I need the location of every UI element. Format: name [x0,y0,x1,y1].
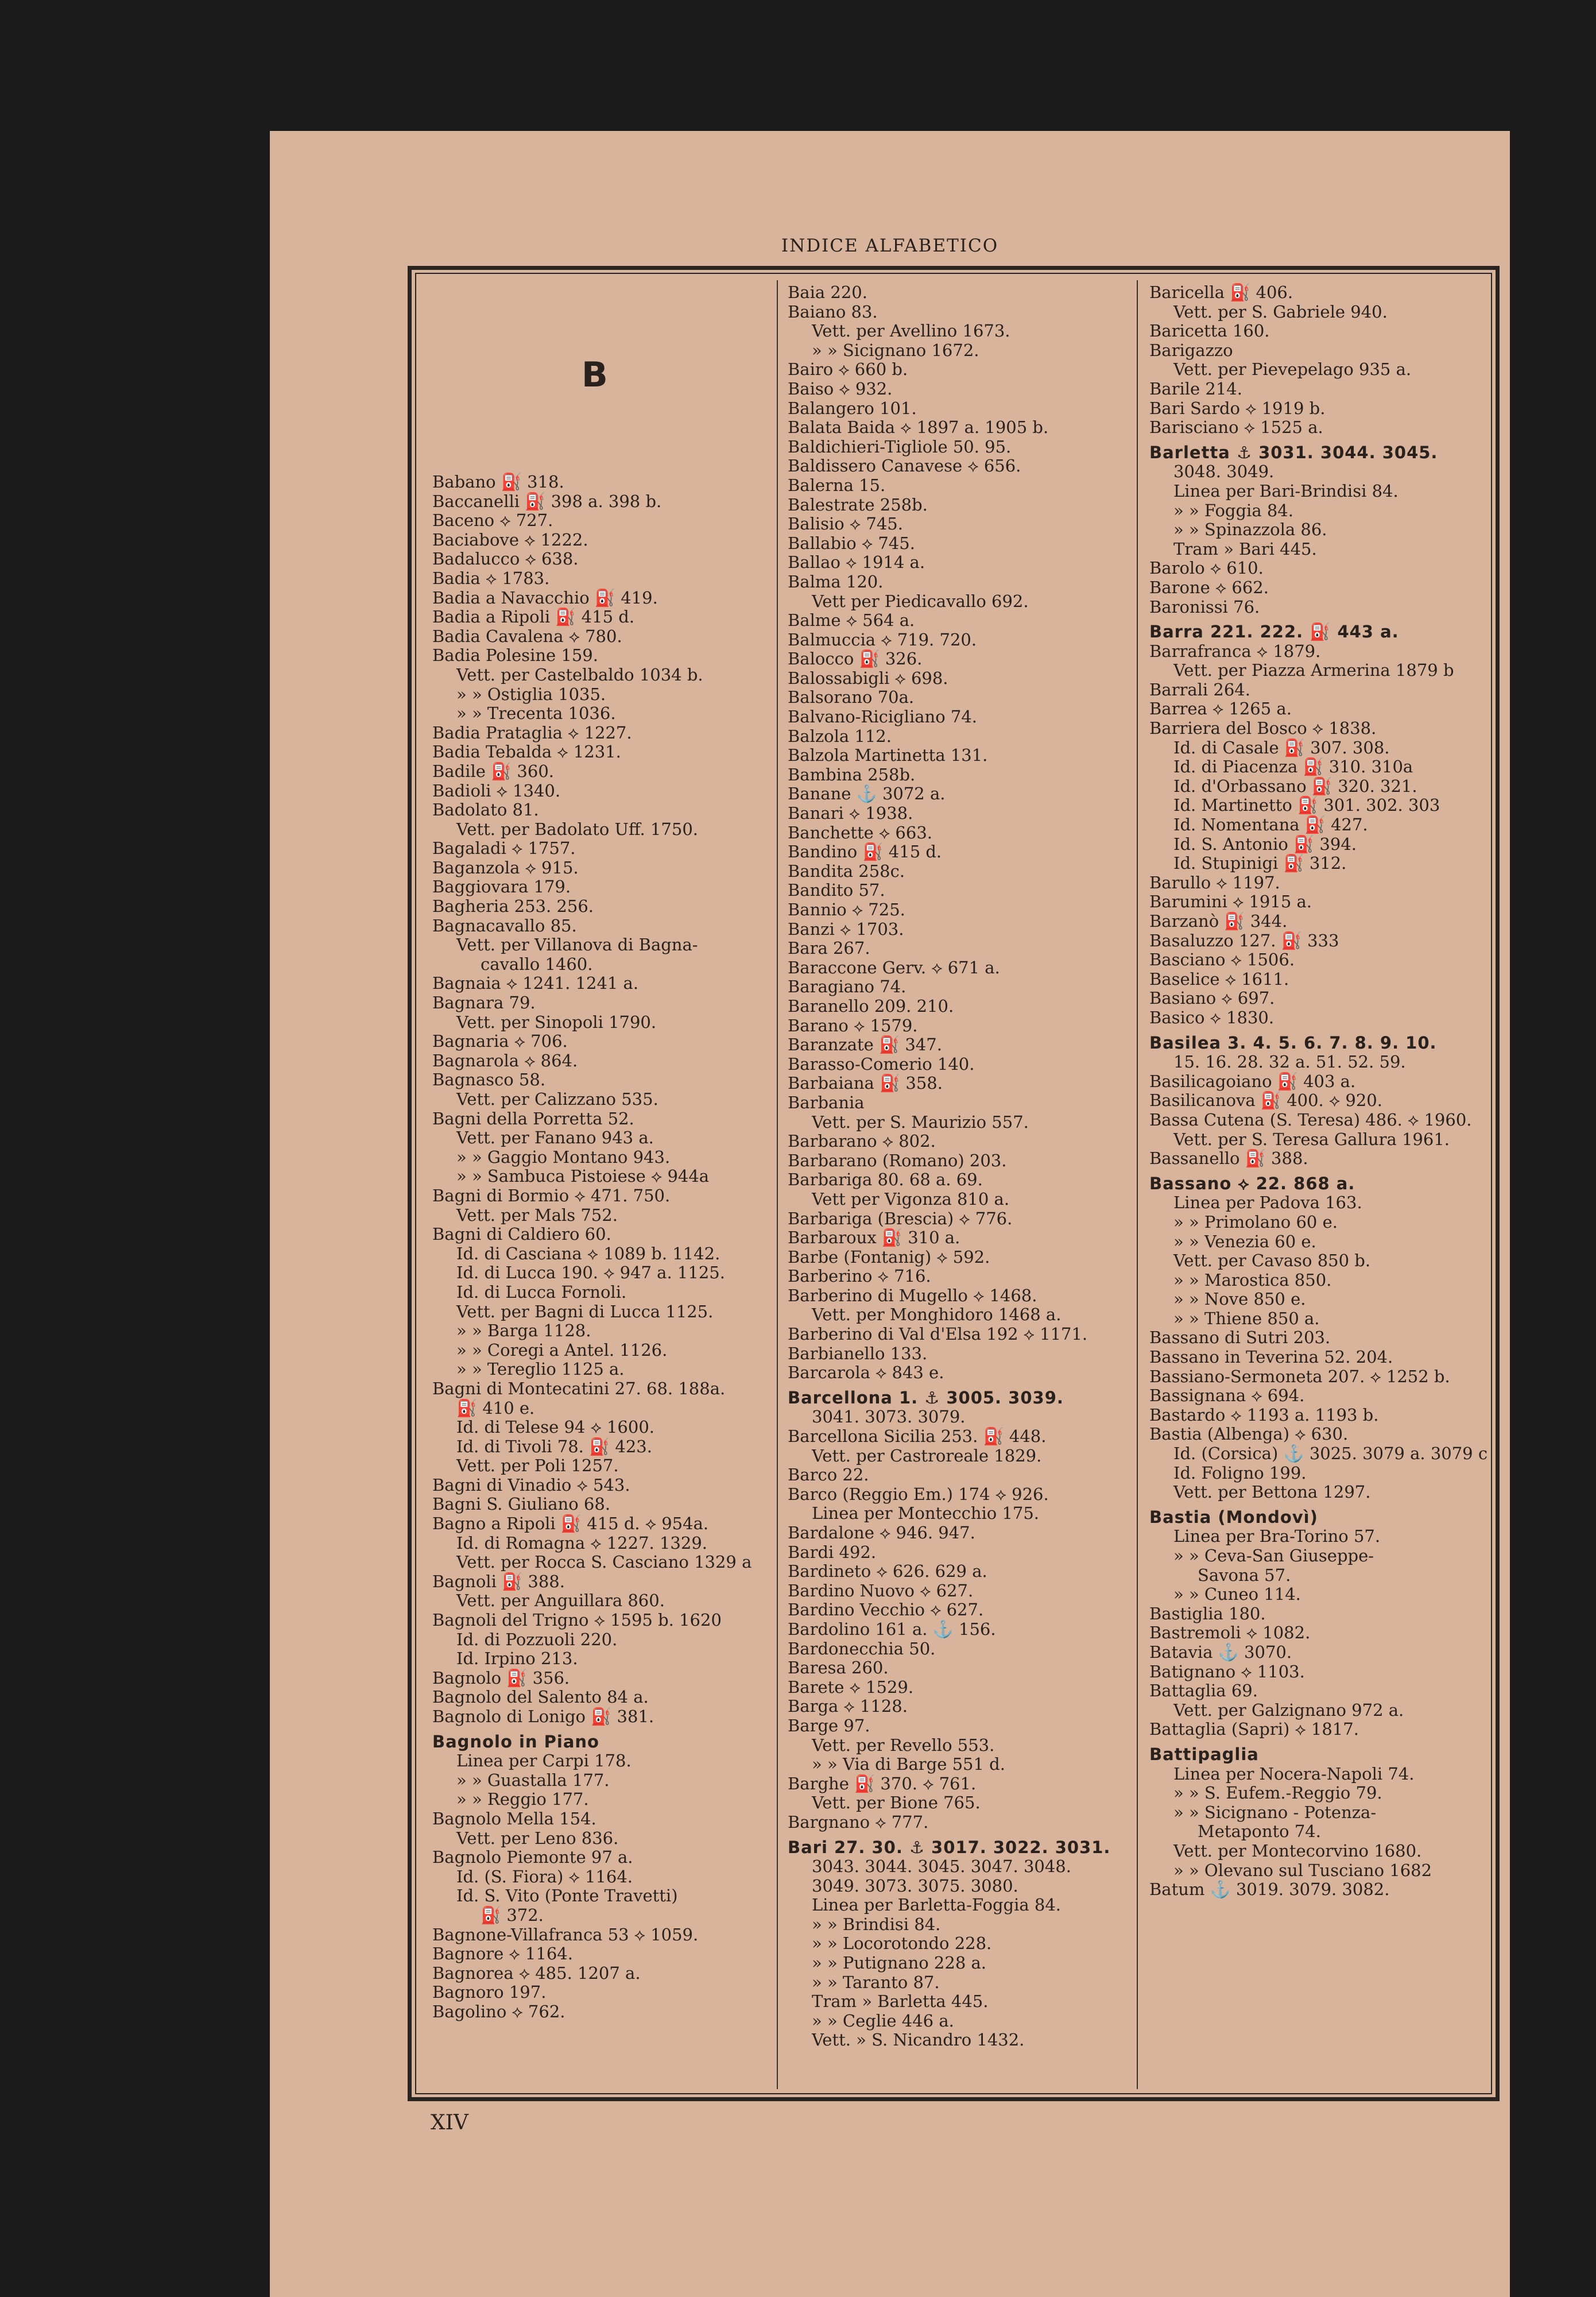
index-entry: Baldichieri-Tigliole 50. 95. [788,437,1012,457]
index-entry: Vett. per Castroreale 1829. [812,1446,1042,1465]
index-entry: Basaluzzo 127. ⛽ 333 [1149,931,1339,950]
index-entry: Barbarano ⟡ 802. [788,1132,936,1151]
index-entry: Bagnorea ⟡ 485. 1207 a. [432,1963,641,1983]
index-entry: Bagni di Montecatini 27. 68. 188a. [432,1379,726,1398]
index-entry: Bara 267. [788,939,870,958]
index-entry: Vett. per Avellino 1673. [812,322,1010,341]
index-entry: Bassano di Sutri 203. [1149,1328,1331,1348]
index-entry: Vett. per Rocca S. Casciano 1329 a [456,1553,752,1572]
index-entry: Linea per Padova 163. [1173,1193,1362,1213]
index-entry: Bagnolo ⛽ 356. [432,1668,570,1688]
index-entry: » » Barga 1128. [456,1321,591,1341]
index-entry: » » Marostica 850. [1173,1270,1332,1290]
index-entry: Vett. per Anguillara 860. [456,1591,665,1611]
index-entry: Bassignana ⟡ 694. [1149,1386,1305,1406]
index-entry: Ballao ⟡ 1914 a. [788,553,925,573]
index-entry: Vett. per Villanova di Bagna- [456,935,698,955]
index-entry: 3041. 3073. 3079. [812,1407,966,1427]
index-entry: Vett. per Pievepelago 935 a. [1173,360,1412,380]
index-entry: Ballabio ⟡ 745. [788,533,915,553]
index-entry: Id. Martinetto ⛽ 301. 302. 303 [1173,796,1440,815]
index-entry: Baganzola ⟡ 915. [432,858,579,877]
index-entry: » » Nove 850 e. [1173,1290,1306,1309]
index-entry: Bagnolo del Salento 84 a. [432,1688,649,1707]
index-entry: Baricella ⛽ 406. [1149,283,1293,302]
index-entry: Bambina 258b. [788,765,916,784]
index-entry: Vett. per Sinopoli 1790. [456,1012,657,1032]
page-number: XIV [431,2111,468,2134]
index-entry: Bassa Cutena (S. Teresa) 486. ⟡ 1960. [1149,1110,1472,1130]
index-entry: Bardineto ⟡ 626. 629 a. [788,1562,987,1581]
index-entry: Barletta ⚓ 3031. 3044. 3045. [1149,443,1438,462]
index-entry: Barigazzo [1149,341,1233,360]
index-entry: Barcarola ⟡ 843 e. [788,1363,944,1383]
index-entry: Baccanelli ⛽ 398 a. 398 b. [432,492,662,511]
index-entry: Bastremoli ⟡ 1082. [1149,1623,1311,1643]
index-entry: Tram » Bari 445. [1173,539,1317,559]
index-entry: Id. (S. Fiora) ⟡ 1164. [456,1867,633,1886]
index-entry: Battaglia 69. [1149,1681,1258,1701]
index-entry: Bagnoli ⛽ 388. [432,1572,565,1591]
index-entry: Barga ⟡ 1128. [788,1697,908,1716]
index-entry: Vett. per Badolato Uff. 1750. [456,819,698,839]
column-separator [1137,280,1138,2089]
index-entry: Battipaglia [1149,1745,1259,1764]
index-entry: Linea per Carpi 178. [456,1751,632,1771]
index-entry: Barbaiana ⛽ 358. [788,1074,943,1093]
index-entry: Barumini ⟡ 1915 a. [1149,892,1312,912]
index-entry: Bagolino ⟡ 762. [432,2002,565,2021]
index-entry: Vett. per S. Gabriele 940. [1173,302,1388,322]
index-entry: Bardolino 161 a. ⚓ 156. [788,1619,996,1639]
index-entry: Baggiovara 179. [432,877,571,897]
index-entry: Bagnolo in Piano [432,1732,599,1751]
index-entry: Vett. per Monghidoro 1468 a. [812,1305,1062,1325]
index-entry: Vett. per Fanano 943 a. [456,1128,654,1148]
index-entry: Balata Baida ⟡ 1897 a. 1905 b. [788,418,1049,438]
index-entry: Bardalone ⟡ 946. 947. [788,1523,975,1542]
index-entry: Basiano ⟡ 697. [1149,989,1275,1008]
index-entry: Barberino di Mugello ⟡ 1468. [788,1286,1037,1305]
index-entry: » » Coregi a Antel. 1126. [456,1340,668,1360]
index-entry: Bari 27. 30. ⚓ 3017. 3022. 3031. [788,1838,1111,1857]
index-entry: Vett. per S. Teresa Gallura 1961. [1173,1130,1450,1149]
index-entry: Bassiano-Sermoneta 207. ⟡ 1252 b. [1149,1367,1450,1386]
index-entry: » » Sicignano 1672. [812,341,979,360]
index-entry: Barbe (Fontanig) ⟡ 592. [788,1247,990,1267]
index-entry: Barbianello 133. [788,1344,928,1363]
index-entry: Id. Foligno 199. [1173,1463,1307,1483]
index-entry: Barrali 264. [1149,680,1250,699]
index-entry: Basciano ⟡ 1506. [1149,950,1295,970]
index-entry: Bairo ⟡ 660 b. [788,360,908,380]
index-entry: Banzi ⟡ 1703. [788,919,904,939]
index-entry: Barrea ⟡ 1265 a. [1149,699,1292,719]
index-entry: Bassano in Teverina 52. 204. [1149,1348,1393,1367]
index-entry: Bagnaria ⟡ 706. [432,1032,568,1051]
index-entry: 3048. 3049. [1173,462,1275,482]
index-entry: Barrafranca ⟡ 1879. [1149,641,1321,661]
index-entry: Banchette ⟡ 663. [788,823,933,842]
page-header: INDICE ALFABETICO [781,235,999,256]
index-entry: cavallo 1460. [481,954,593,974]
index-entry: Bassanello ⛽ 388. [1149,1149,1308,1169]
index-entry: » » Gaggio Montano 943. [456,1147,671,1167]
book-page [270,131,1510,2297]
index-entry: Linea per Barletta-Foggia 84. [812,1896,1062,1915]
index-entry: Balocco ⛽ 326. [788,649,923,669]
index-entry: Balzola 112. [788,726,892,746]
index-entry: Batignano ⟡ 1103. [1149,1662,1305,1681]
index-column-1 [432,283,762,2086]
index-entry: Barone ⟡ 662. [1149,578,1269,597]
index-entry: Barcellona 1. ⚓ 3005. 3039. [788,1388,1064,1407]
index-entry: Badia a Ripoli ⛽ 415 d. [432,608,635,627]
index-entry: » » Taranto 87. [812,1973,940,1992]
index-entry: Metaponto 74. [1198,1822,1321,1842]
index-entry: Badia Cavalena ⟡ 780. [432,627,622,646]
index-entry: » » Foggia 84. [1173,501,1293,520]
index-entry: Tram » Barletta 445. [812,1992,989,2012]
index-entry: Banane ⚓ 3072 a. [788,784,946,804]
index-entry: Balzola Martinetta 131. [788,746,988,765]
index-entry: Bardino Vecchio ⟡ 627. [788,1600,984,1620]
index-entry: Battaglia (Sapri) ⟡ 1817. [1149,1720,1359,1739]
index-entry: Id. d'Orbassano ⛽ 320. 321. [1173,776,1417,796]
index-entry: » » Olevano sul Tusciano 1682 [1173,1861,1432,1880]
index-entry: » » Reggio 177. [456,1790,589,1809]
index-entry: Bagheria 253. 256. [432,897,594,917]
index-entry: Id. S. Antonio ⛽ 394. [1173,834,1357,854]
index-entry: Bagni S. Giuliano 68. [432,1495,611,1514]
index-entry: Bandita 258c. [788,861,905,881]
index-entry: Id. di Lucca Fornoli. [456,1282,627,1302]
index-entry: Vett. per Leno 836. [456,1828,619,1848]
index-entry: Bardino Nuovo ⟡ 627. [788,1581,974,1600]
index-entry: Id. S. Vito (Ponte Travetti) [456,1886,678,1906]
index-entry: Bagni della Porretta 52. [432,1109,634,1128]
index-entry: Barge 97. [788,1716,870,1735]
index-entry: Id. di Piacenza ⛽ 310. 310a [1173,757,1413,777]
index-entry: Balestrate 258b. [788,495,928,515]
index-entry: Bagnolo di Lonigo ⛽ 381. [432,1707,654,1726]
index-entry: 3043. 3044. 3045. 3047. 3048. [812,1857,1071,1877]
index-column-3 [1149,283,1488,2086]
index-entry: Bastia (Mondovì) [1149,1507,1318,1527]
section-letter: B [582,355,608,395]
index-entry: Bassano ⟡ 22. 868 a. [1149,1174,1355,1193]
index-entry: Baceno ⟡ 727. [432,511,553,531]
index-entry: Bardi 492. [788,1542,877,1562]
index-entry: Balerna 15. [788,475,886,495]
index-entry: Barasso-Comerio 140. [788,1054,975,1074]
index-entry: Baldissero Canavese ⟡ 656. [788,457,1021,476]
index-entry: Baselice ⟡ 1611. [1149,969,1289,989]
index-entry: Bandito 57. [788,881,885,900]
index-entry: Vett per Piedicavallo 692. [812,591,1029,611]
index-entry: Barisciano ⟡ 1525 a. [1149,418,1323,438]
index-entry: Vett. per Revello 553. [812,1735,995,1755]
index-entry: Vett. per Piazza Armerina 1879 b [1173,661,1454,680]
index-entry: » » Via di Barge 551 d. [812,1755,1005,1774]
index-entry: » » Ceglie 446 a. [812,2011,954,2031]
index-entry: Banari ⟡ 1938. [788,804,913,823]
index-entry: Barbariga (Brescia) ⟡ 776. [788,1209,1013,1228]
index-entry: Vett. » S. Nicandro 1432. [812,2031,1025,2050]
index-entry: Id. di Lucca 190. ⟡ 947 a. 1125. [456,1263,725,1283]
index-entry: Id. di Romagna ⟡ 1227. 1329. [456,1533,707,1553]
index-entry: Baiso ⟡ 932. [788,379,893,399]
index-entry: Balma 120. [788,572,884,591]
index-entry: Barbaroux ⛽ 310 a. [788,1228,960,1248]
index-entry: Barcellona Sicilia 253. ⛽ 448. [788,1427,1047,1447]
index-entry: Vett. per Cavaso 850 b. [1173,1251,1371,1271]
index-entry: » » Primolano 60 e. [1173,1212,1338,1232]
index-entry: Bastiglia 180. [1149,1604,1266,1623]
index-entry: Badia Polesine 159. [432,646,598,666]
index-entry: » » Locorotondo 228. [812,1934,992,1954]
index-entry: Bagnolo Mella 154. [432,1809,596,1828]
index-entry: Vett. per Bione 765. [812,1793,981,1813]
index-entry: Barile 214. [1149,379,1242,399]
index-entry: » » Spinazzola 86. [1173,520,1327,540]
index-entry: Bardonecchia 50. [788,1639,936,1658]
index-entry: Bagnoli del Trigno ⟡ 1595 b. 1620 [432,1611,722,1630]
index-entry: Badia ⟡ 1783. [432,569,550,588]
index-entry: Bagnone-Villafranca 53 ⟡ 1059. [432,1925,699,1944]
entries-column-1 [432,473,762,2022]
index-entry: Badioli ⟡ 1340. [432,781,561,801]
index-entry: Bagnara 79. [432,993,536,1013]
index-entry: Id. Stupinigi ⛽ 312. [1173,854,1347,873]
index-entry: Basilea 3. 4. 5. 6. 7. 8. 9. 10. [1149,1033,1437,1053]
index-entry: Babano ⛽ 318. [432,473,564,492]
index-entry: Vett. per Montecorvino 1680. [1173,1841,1422,1861]
index-entry: » » S. Eufem.-Reggio 79. [1173,1784,1382,1803]
index-entry: Linea per Montecchio 175. [812,1504,1040,1523]
index-entry: Bagnoro 197. [432,1983,547,2002]
index-entry: » » Cuneo 114. [1173,1585,1301,1604]
index-entry: Barghe ⛽ 370. ⟡ 761. [788,1774,977,1793]
index-entry: Vett. per Bagni di Lucca 1125. [456,1302,714,1321]
index-entry: Badalucco ⟡ 638. [432,550,579,569]
index-entry: Barzanò ⛽ 344. [1149,912,1288,931]
index-entry: » » Trecenta 1036. [456,704,616,724]
index-entry: » » Brindisi 84. [812,1915,941,1934]
index-entry: Baciabove ⟡ 1222. [432,530,588,550]
index-entry: Id. (Corsica) ⚓ 3025. 3079 a. 3079 c [1173,1444,1488,1464]
index-entry: Barbania [788,1093,865,1112]
index-entry: Id. di Pozzuoli 220. [456,1630,618,1649]
column-separator [777,280,778,2089]
index-entry: 3049. 3073. 3075. 3080. [812,1876,1018,1896]
index-entry: Id. Nomentana ⛽ 427. [1173,815,1368,835]
index-entry: Barra 221. 222. ⛽ 443 a. [1149,622,1399,642]
index-entry: Barco (Reggio Em.) 174 ⟡ 926. [788,1484,1049,1504]
index-entry: Baraccone Gerv. ⟡ 671 a. [788,958,1000,977]
index-entry: Bastardo ⟡ 1193 a. 1193 b. [1149,1405,1379,1425]
index-entry: » » Sicignano - Potenza- [1173,1803,1377,1822]
index-entry: Baranzate ⛽ 347. [788,1035,942,1055]
index-entry: Balossabigli ⟡ 698. [788,668,948,688]
index-entry: Linea per Bra-Torino 57. [1173,1527,1381,1546]
index-entry: Badia Prataglia ⟡ 1227. [432,723,632,743]
index-entry: Vett per Vigonza 810 a. [812,1189,1010,1209]
index-entry: Id. di Tivoli 78. ⛽ 423. [456,1437,652,1456]
index-entry: Bagaladi ⟡ 1757. [432,839,576,859]
index-entry: Balvano-Ricigliano 74. [788,707,977,727]
index-entry: Bandino ⛽ 415 d. [788,842,942,862]
index-entry: Linea per Nocera-Napoli 74. [1173,1764,1415,1784]
index-entry: Vett. per Castelbaldo 1034 b. [456,665,703,685]
index-entry: Basico ⟡ 1830. [1149,1008,1275,1027]
index-entry: Bagni di Vinadio ⟡ 543. [432,1475,630,1495]
index-entry: Linea per Bari-Brindisi 84. [1173,481,1399,501]
index-entry: Vett. per S. Maurizio 557. [812,1112,1029,1132]
index-entry: Balmuccia ⟡ 719. 720. [788,630,977,649]
index-entry: » » Sambuca Pistoiese ⟡ 944a [456,1167,710,1186]
index-entry: Badile ⛽ 360. [432,761,554,781]
index-entry: Baragiano 74. [788,977,907,997]
index-entry: ⛽ 372. [481,1905,544,1925]
index-entry: Balsorano 70a. [788,688,915,707]
index-entry: Batavia ⚓ 3070. [1149,1642,1292,1662]
index-entry: Bannio ⟡ 725. [788,900,905,919]
index-entry: Bagnacavallo 85. [432,916,577,935]
index-entry: Bagnasco 58. [432,1070,546,1090]
index-entry: Barolo ⟡ 610. [1149,559,1264,578]
index-entry: Barbarano (Romano) 203. [788,1151,1007,1170]
index-entry: Bari Sardo ⟡ 1919 b. [1149,399,1326,418]
index-entry: Bagnolo Piemonte 97 a. [432,1848,633,1867]
index-entry: Baresa 260. [788,1658,889,1678]
entries-column-3 [1149,283,1488,1900]
index-entry: Barriera del Bosco ⟡ 1838. [1149,719,1377,738]
index-entry: » » Tereglio 1125 a. [456,1360,625,1379]
index-entry: Badolato 81. [432,801,539,820]
index-entry: Barberino di Val d'Elsa 192 ⟡ 1171. [788,1325,1088,1344]
index-entry: Bagnarola ⟡ 864. [432,1051,578,1070]
index-entry: Bagno a Ripoli ⛽ 415 d. ⟡ 954a. [432,1514,709,1534]
index-entry: » » Guastalla 177. [456,1770,610,1790]
index-entry: Vett. per Bettona 1297. [1173,1483,1371,1502]
index-entry: Batum ⚓ 3019. 3079. 3082. [1149,1880,1390,1900]
index-entry: Id. di Casale ⛽ 307. 308. [1173,738,1390,757]
index-entry: Barberino ⟡ 716. [788,1267,931,1286]
index-entry: Vett. per Poli 1257. [456,1456,619,1476]
index-entry: Vett. per Galzignano 972 a. [1173,1700,1404,1720]
index-entry: Barano ⟡ 1579. [788,1016,918,1035]
index-entry: » » Thiene 850 a. [1173,1309,1320,1328]
index-entry: Id. Irpino 213. [456,1649,578,1669]
index-entry: » » Ceva-San Giuseppe- [1173,1546,1374,1565]
index-entry: Id. di Casciana ⟡ 1089 b. 1142. [456,1244,720,1263]
index-entry: Vett. per Calizzano 535. [456,1090,658,1109]
index-entry: Bagni di Bormio ⟡ 471. 750. [432,1186,671,1205]
index-entry: » » Venezia 60 e. [1173,1232,1316,1251]
index-entry: Baranello 209. 210. [788,996,954,1016]
index-entry: Bagnaia ⟡ 1241. 1241 a. [432,974,639,993]
index-entry: Baronissi 76. [1149,597,1260,617]
index-entry: Bagnore ⟡ 1164. [432,1944,573,1964]
index-entry: Baia 220. [788,283,867,302]
index-entry: 15. 16. 28. 32 a. 51. 52. 59. [1173,1053,1406,1072]
index-entry: Id. di Telese 94 ⟡ 1600. [456,1418,654,1437]
index-entry: ⛽ 410 e. [456,1398,535,1418]
index-entry: Baricetta 160. [1149,322,1270,341]
index-entry: Balme ⟡ 564 a. [788,611,915,631]
index-entry: Basilicagoiano ⛽ 403 a. [1149,1072,1356,1091]
index-entry: Bastia (Albenga) ⟡ 630. [1149,1425,1349,1444]
index-entry: Badia a Navacchio ⛽ 419. [432,588,658,608]
entries-column-2 [788,283,1126,2050]
index-entry: Bagni di Caldiero 60. [432,1225,611,1244]
index-entry: Vett. per Mals 752. [456,1205,618,1225]
index-entry: » » Ostiglia 1035. [456,685,606,704]
index-entry: Balisio ⟡ 745. [788,515,903,534]
index-entry: » » Putignano 228 a. [812,1954,987,1973]
index-entry: Basilicanova ⛽ 400. ⟡ 920. [1149,1091,1382,1111]
index-entry: Balangero 101. [788,399,917,418]
index-column-2 [788,283,1126,2086]
index-entry: Bargnano ⟡ 777. [788,1812,929,1832]
index-entry: Barullo ⟡ 1197. [1149,873,1280,892]
index-entry: Badia Tebalda ⟡ 1231. [432,743,621,762]
index-entry: Barbariga 80. 68 a. 69. [788,1170,983,1190]
index-entry: Savona 57. [1198,1565,1291,1585]
index-entry: Baiano 83. [788,302,878,322]
index-entry: Barete ⟡ 1529. [788,1677,914,1697]
index-entry: Barco 22. [788,1465,869,1485]
